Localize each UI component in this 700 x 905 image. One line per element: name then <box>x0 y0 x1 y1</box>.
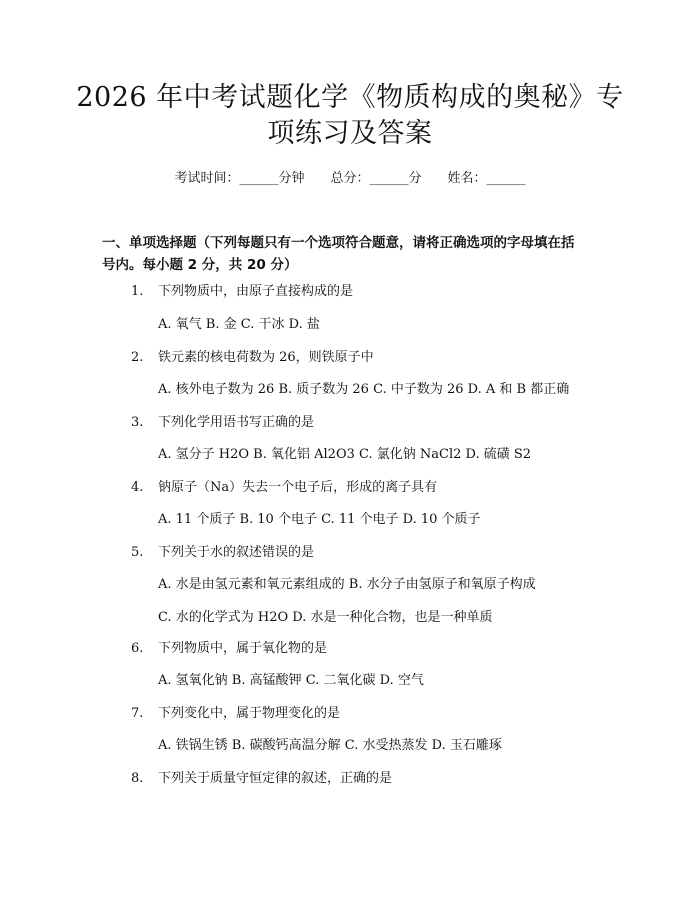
section-heading <box>102 232 602 276</box>
section-heading-line-2: 号内。每小题 2 分，共 20 分） <box>102 257 298 273</box>
title-line-2: 项练习及答案 <box>267 118 433 149</box>
question-text: 下列变化中，属于物理变化的是 <box>158 706 341 721</box>
question-number: 3. <box>131 415 144 430</box>
question-options: A. 氧气 B. 金 C. 干冰 D. 盐 <box>158 317 320 332</box>
total-score-field: 总分：______分 <box>330 171 422 186</box>
question-options: A. 铁锅生锈 B. 碳酸钙高温分解 C. 水受热蒸发 D. 玉石雕琢 <box>158 738 502 753</box>
question-number: 8. <box>131 771 144 786</box>
question-text: 下列关于水的叙述错误的是 <box>158 545 315 560</box>
question-text: 下列关于质量守恒定律的叙述，正确的是 <box>158 771 393 786</box>
question-number: 7. <box>131 706 144 721</box>
question-options: C. 水的化学式为 H2O D. 水是一种化合物，也是一种单质 <box>158 610 493 625</box>
student-name-field: 姓名：______ <box>447 171 526 186</box>
question-options: A. 核外电子数为 26 B. 质子数为 26 C. 中子数为 26 D. A 和 B 都正确 <box>158 382 570 397</box>
question-text: 下列物质中，属于氧化物的是 <box>158 641 328 656</box>
question-options: A. 11 个质子 B. 10 个电子 C. 11 个电子 D. 10 个质子 <box>158 512 481 527</box>
question-number: 6. <box>131 641 144 656</box>
page-title <box>60 80 640 152</box>
title-line-1: 2026 年中考试题化学《物质构成的奥秘》专 <box>76 82 624 113</box>
question-text: 钠原子（Na）失去一个电子后，形成的离子具有 <box>158 480 438 495</box>
question-number: 5. <box>131 545 144 560</box>
question-text: 下列物质中，由原子直接构成的是 <box>158 284 354 299</box>
exam-meta <box>0 170 700 188</box>
question-number: 4. <box>131 480 144 495</box>
question-options: A. 氢分子 H2O B. 氧化铝 Al2O3 C. 氯化钠 NaCl2 D. 硫磺 S2 <box>158 447 532 462</box>
question-text: 铁元素的核电荷数为 26，则铁原子中 <box>158 350 374 365</box>
exam-time-field: 考试时间：______分钟 <box>174 171 305 186</box>
question-text: 下列化学用语书写正确的是 <box>158 415 315 430</box>
question-options: A. 水是由氢元素和氧元素组成的 B. 水分子由氢原子和氧原子构成 <box>158 577 536 592</box>
section-heading-line-1: 一、单项选择题（下列每题只有一个选项符合题意，请将正确选项的字母填在括 <box>102 235 575 251</box>
question-number: 2. <box>131 350 144 365</box>
question-options: A. 氢氧化钠 B. 高锰酸钾 C. 二氧化碳 D. 空气 <box>158 673 424 688</box>
question-number: 1. <box>131 284 144 299</box>
